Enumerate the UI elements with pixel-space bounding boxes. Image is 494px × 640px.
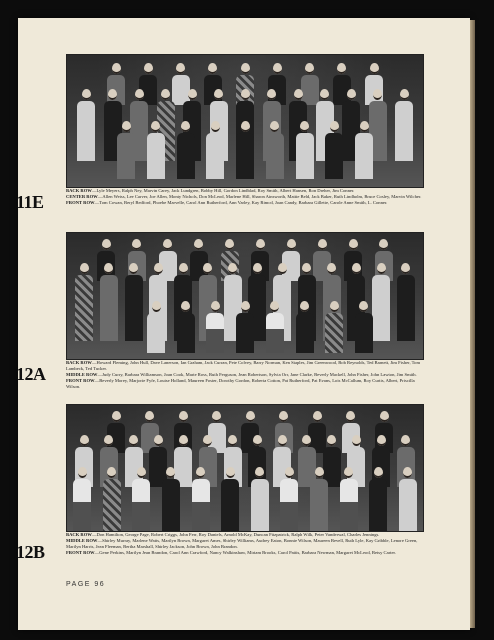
class-label: 12A (16, 364, 46, 384)
row-label: BACK ROW (66, 188, 92, 193)
class-photo-12b (66, 404, 424, 532)
row-label: BACK ROW (66, 360, 92, 365)
class-label: 12B (16, 542, 45, 562)
row-label: CENTER ROW (66, 194, 98, 200)
caption-12a (16, 360, 422, 390)
class-photo-12a (66, 232, 424, 360)
caption-12b (16, 532, 422, 562)
page-edge (470, 20, 475, 628)
row-label: MIDDLE ROW (66, 538, 98, 544)
caption-text: BACK ROW—Howard Fleming, John Hull, Dave Lanerson, Ian Graham, Jack Curran, Pete Colvey, Barry Norman, Ken Staples, Jim Greenwood, Bob Reynolds, Ted Barnett, Jim Fisher, Tom Lambeck, Ted Tucker. MIDDLE ROW—Judy Curry, Barbara Williamson, Joan Cook, Marie Ross, Ruth Ferguson, Jean Robertson, Sylvia Orr, Jane Clarke, Beverly Mackell, John Fisher, John Lawton, Jim Smith. FRONT ROW—Beverly Morey, Marjorie Fyfe, Louise Holland, Maureen Foster, Dorothy Gordon, Roberta Cotton, Pat Rutherford, Pat Evans, Lois McCallum, Roy Curtis, Albert, Priscilla Wilson. (66, 360, 421, 390)
class-label: 11E (16, 192, 44, 212)
caption-text: BACK ROW—Don Hamilton, George Page, Robert Criggs, John Ferr, Roy Daniels, Arnold McKay, Duncan Fitzpatrick, Ralph Wilk, Peter Vanderwal, Charles Jennings. MIDDLE ROW—Shirley Murray, Marlene Watts, Marilyn Brown, Margaret Ames, Shirley Williams, Audrey Eaton, Bonnie Wilson, Maureen Bevell, Ruth Lyle, Kay Gribble, Lenore Green, Marilyn Harris, Jean Fleeman, Bertha Marshall, Shirley Jackson, John Brown, John Brandon. FRONT ROW—Gene Perkins, Marilyn Jean Brandon, Carol Ann Crawford, Nancy Walkinshaw, Miriam Brooks, Carol Pattis, Barbara Newman, Margaret McLeod, Betsy Carter. (66, 532, 418, 556)
row-names: Lyle Meyers, Ralph Ney, Marvin Carey, Jack Lundgren, Bobby Hill, Gordon Lindblad, Roy Smith, Albert Hansen, Ron Dreher, Jim Conner. (96, 188, 355, 193)
row-label: FRONT ROW (66, 550, 95, 556)
row-names: Beverly Morey, Marjorie Fyfe, Louise Holland, Maureen Foster, Dorothy Gordon, Roberta Cotton, Pat Rutherford, Pat Evans, Lois McCallum, Roy Curtis, Albert, Priscilla Wilson. (66, 378, 415, 390)
row-label: FRONT ROW (66, 200, 95, 206)
row-names: Tom Cowan, Beryl Bedford, Phoebe Marvelle, Carol Ann Rutherford, Ann Varley, Kay Rimcd, Joan Candy, Barbara Gillette, Carole Anne Smith, L. Conner. (99, 200, 388, 206)
row-names: Judy Curry, Barbara Williamson, Joan Cook, Marie Ross, Ruth Ferguson, Jean Robertson, Sylvia Orr, Jane Clarke, Beverly Mackell, John Fisher, John Lawton, Jim Smith. (102, 372, 417, 378)
class-section-11e (16, 54, 422, 212)
class-section-12b (16, 404, 422, 562)
row-names: Allen Weiss, Lee Carver, Joe Allen, Monty Nichols, Don McLeod, Marlene Hill, Sharon Ainsworth, Mattie Beld, Jack Baker, Ruth Lindholm, Bruce Cosley, Marvin Wilcher. (102, 194, 422, 200)
row-label: BACK ROW (66, 532, 92, 537)
page-number: PAGE 96 (66, 581, 106, 588)
caption-text: BACK ROW—Lyle Meyers, Ralph Ney, Marvin Carey, Jack Lundgren, Bobby Hill, Gordon Lindblad, Roy Smith, Albert Hansen, Ron Dreher, Jim Conner. CENTER ROW—Allen Weiss, Lee Carver, Joe Allen, Monty Nichols, Don McLeod, Marlene Hill, Sharon Ainsworth, Mattie Beld, Jack Baker, Ruth Lindholm, Bruce Cosley, Marvin Wilcher. FRONT ROW—Tom Cowan, Beryl Bedford, Phoebe Marvelle, Carol Ann Rutherford, Ann Varley, Kay Rimcd, Joan Candy, Barbara Gillette, Carole Anne Smith, L. Conner. (66, 188, 422, 206)
row-names: Gene Perkins, Marilyn Jean Brandon, Carol Ann Crawford, Nancy Walkinshaw, Miriam Brooks, Carol Pattis, Barbara Newman, Margaret McLeod, Betsy Carter. (99, 550, 396, 556)
caption-11e (16, 188, 422, 212)
row-names: Don Hamilton, George Page, Robert Criggs, John Ferr, Roy Daniels, Arnold McKay, Duncan Fitzpatrick, Ralph Wilk, Peter Vanderwal, Charles Jennings. (96, 532, 380, 537)
row-names: Howard Fleming, John Hull, Dave Lanerson, Ian Graham, Jack Curran, Pete Colvey, Barry Norman, Ken Staples, Jim Greenwood, Bob Reynolds, Ted Barnett, Jim Fisher, Tom Lambeck, Ted Tucker. (66, 360, 421, 372)
class-photo-11e (66, 54, 424, 188)
row-label: FRONT ROW (66, 378, 95, 384)
row-names: Shirley Murray, Marlene Watts, Marilyn Brown, Margaret Ames, Shirley Williams, Audrey Eaton, Bonnie Wilson, Maureen Bevell, Ruth Lyle, Kay Gribble, Lenore Green, Marilyn Harris, Jean Fleeman, Bertha Marshall, Shirley Jackson, John Brown, John Brandon. (66, 538, 418, 550)
class-section-12a (16, 232, 422, 390)
row-label: MIDDLE ROW (66, 372, 98, 378)
